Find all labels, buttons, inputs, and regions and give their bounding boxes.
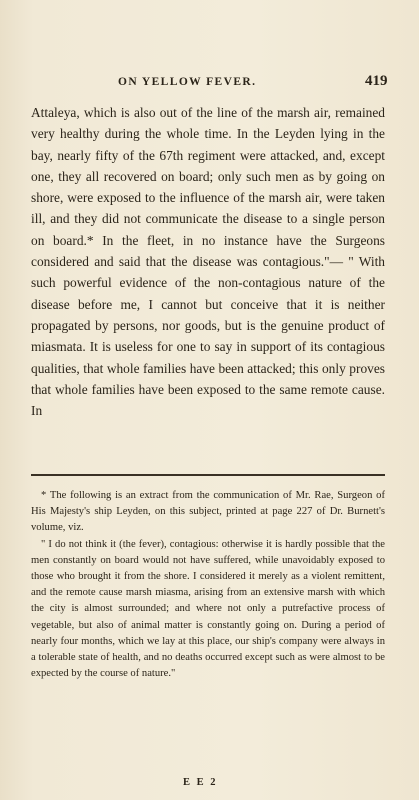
running-head: ON YELLOW FEVER. [118, 76, 257, 88]
body-paragraph: Attaleya, which is also out of the line of the marsh air, remained very healthy during the whole time. In the Leyden lying in the bay, nearly fifty of the 67th regiment were attacked, and, except one, they all recovered on board; only such men as by going on shore, were exposed to the influence of the marsh air, were taken ill, and they did not communicate the disease to a single person on board.* In the fleet, in no instance have the Surgeons considered and said that the disease was contagious."— " With such powerful evidence of the non-contagious nature of the disease before me, I cannot but conceive that it is neither propagated by persons, nor goods, but is the genuine product of miasmata. It is useless for one to say in support of its contagious qualities, that whole families have been attacked; this only proves that whole families have been exposed to the same remote cause. In [31, 105, 385, 419]
footnote-intro: * The following is an extract from the communication of Mr. Rae, Surgeon of His Majesty's ship Leyden, on this subject, printed at page 227 of Dr. Burnett's volume, viz. [31, 490, 385, 534]
footnote-rule [31, 474, 385, 476]
page-number: 419 [365, 73, 388, 89]
footnote-quote: " I do not think it (the fever), contagious: otherwise it is hardly possible that the men constantly on board would not have suffered, while unavoidably exposed to those who brought it from the shore. I considered it merely as a violent remittent, and the remote cause marsh miasma, arising from an extensive marsh with which the city is almost surrounded; and where not only a putrefactive process of vegetable, but also of animal matter is constantly going on. During a period of nearly four months, which we lay at this place, our ship's company were always in a tolerable state of health, and no deaths occurred except such as were almost to be expected by the course of nature." [31, 538, 385, 680]
main-text [31, 102, 385, 421]
footnote [31, 488, 385, 682]
signature-mark: E E 2 [183, 777, 218, 788]
page-header [0, 73, 419, 96]
